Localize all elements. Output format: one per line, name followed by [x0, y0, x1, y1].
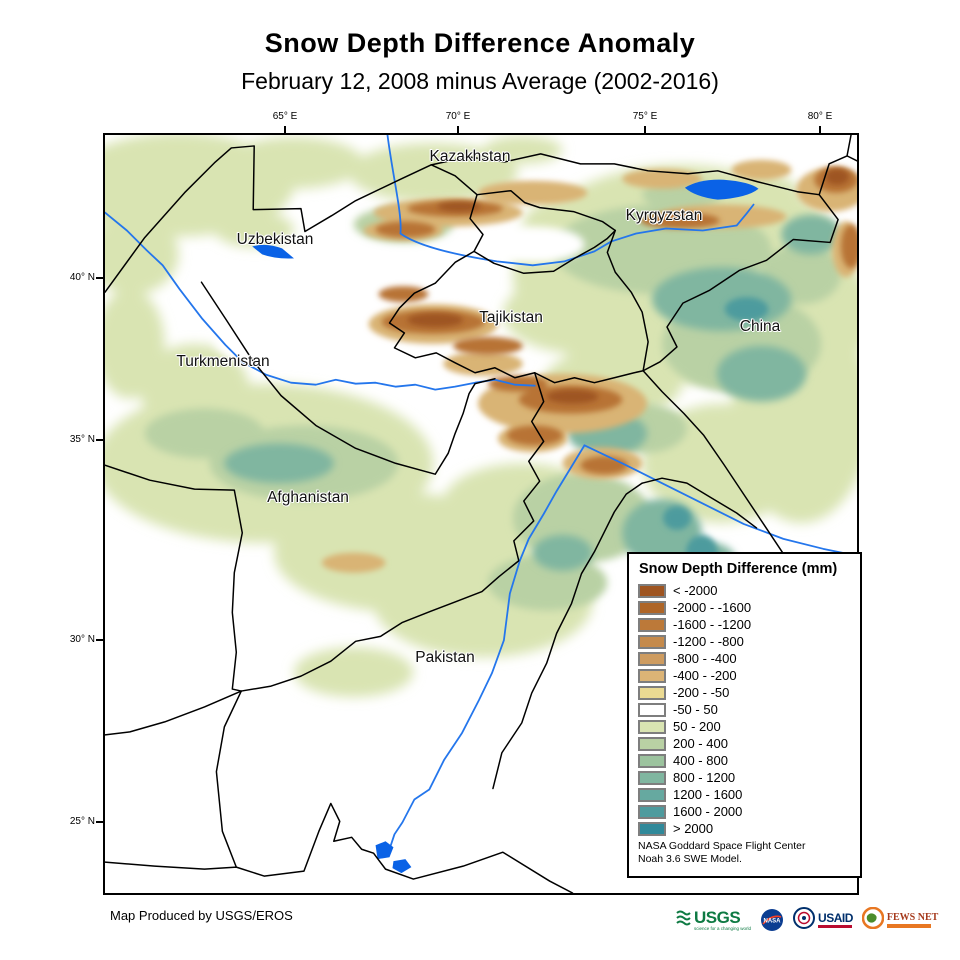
legend-row-11 — [638, 769, 860, 786]
usgs-logo-text: USGS — [694, 907, 741, 927]
longitude-tick-label-3: 80° E — [807, 111, 833, 122]
legend-swatch-12 — [638, 788, 666, 802]
legend-label-5: -400 - -200 — [673, 668, 737, 683]
country-label-uzbekistan: Uzbekistan — [236, 231, 314, 248]
latitude-tick-label-2: 30° N — [69, 634, 95, 645]
legend-swatch-0 — [638, 584, 666, 598]
legend-label-2: -1600 - -1200 — [673, 617, 752, 632]
legend-swatch-3 — [638, 635, 666, 649]
usaid-seal-icon — [793, 907, 815, 934]
country-label-turkmenistan: Turkmenistan — [176, 353, 270, 370]
country-label-afghanistan: Afghanistan — [267, 489, 349, 506]
legend-label-8: 50 - 200 — [673, 719, 721, 734]
legend-note-line-1: NASA Goddard Space Flight Center — [638, 840, 806, 852]
latitude-tick-2 — [96, 639, 103, 641]
legend-swatch-11 — [638, 771, 666, 785]
legend-row-12 — [638, 786, 860, 803]
longitude-tick-3 — [819, 126, 821, 133]
usaid-tagline-bar — [818, 925, 852, 928]
latitude-tick-3 — [96, 821, 103, 823]
usgs-logo — [676, 908, 751, 933]
logo-strip — [676, 904, 938, 936]
latitude-tick-label-1: 35° N — [69, 434, 95, 445]
legend-row-5 — [638, 667, 860, 684]
longitude-tick-0 — [284, 126, 286, 133]
legend-swatch-8 — [638, 720, 666, 734]
legend-label-13: 1600 - 2000 — [673, 804, 743, 819]
latitude-tick-label-0: 40° N — [69, 272, 95, 283]
legend-title: Snow Depth Difference (mm) — [639, 561, 838, 577]
legend-label-3: -1200 - -800 — [673, 634, 744, 649]
legend-row-8 — [638, 718, 860, 735]
longitude-tick-2 — [644, 126, 646, 133]
fewsnet-logo-text: FEWS NET — [886, 911, 939, 923]
usgs-logo-tagline: science for a changing world — [694, 925, 752, 931]
legend-label-0: < -2000 — [673, 583, 718, 598]
page-subtitle: February 12, 2008 minus Average (2002-2016) — [241, 68, 719, 94]
legend-row-14 — [638, 820, 860, 837]
legend-row-13 — [638, 803, 860, 820]
legend-label-11: 800 - 1200 — [673, 770, 736, 785]
latitude-tick-1 — [96, 439, 103, 441]
legend-swatch-1 — [638, 601, 666, 615]
legend-swatch-10 — [638, 754, 666, 768]
legend-swatch-7 — [638, 703, 666, 717]
longitude-tick-label-0: 65° E — [272, 111, 298, 122]
legend-swatch-5 — [638, 669, 666, 683]
latitude-tick-label-3: 25° N — [69, 816, 95, 827]
legend-swatch-4 — [638, 652, 666, 666]
legend-entries — [638, 582, 860, 837]
usaid-logo-text: USAID — [818, 911, 853, 925]
indus-delta-water-2 — [392, 859, 411, 873]
legend-note — [638, 840, 860, 866]
legend-swatch-2 — [638, 618, 666, 632]
latitude-tick-0 — [96, 277, 103, 279]
legend-label-12: 1200 - 1600 — [673, 787, 743, 802]
map-legend — [627, 552, 862, 878]
nasa-logo — [760, 908, 784, 932]
legend-swatch-14 — [638, 822, 666, 836]
page-title: Snow Depth Difference Anomaly — [264, 28, 696, 58]
longitude-tick-label-2: 75° E — [632, 111, 658, 122]
legend-row-1 — [638, 599, 860, 616]
fewsnet-logo — [862, 907, 938, 934]
legend-row-6 — [638, 684, 860, 701]
legend-label-7: -50 - 50 — [673, 702, 718, 717]
legend-swatch-13 — [638, 805, 666, 819]
country-label-kazakhstan: Kazakhstan — [429, 148, 511, 165]
country-label-tajikistan: Tajikistan — [479, 309, 543, 326]
longitude-tick-1 — [457, 126, 459, 133]
legend-swatch-6 — [638, 686, 666, 700]
legend-row-0 — [638, 582, 860, 599]
fewsnet-tagline-bar — [887, 924, 931, 928]
legend-row-2 — [638, 616, 860, 633]
legend-note-line-2: Noah 3.6 SWE Model. — [638, 853, 742, 865]
legend-label-10: 400 - 800 — [673, 753, 728, 768]
nasa-logo-text: NASA — [763, 918, 781, 925]
legend-label-1: -2000 - -1600 — [673, 600, 752, 615]
legend-row-10 — [638, 752, 860, 769]
usaid-logo — [793, 907, 853, 934]
legend-swatch-9 — [638, 737, 666, 751]
legend-label-4: -800 - -400 — [673, 651, 737, 666]
country-label-pakistan: Pakistan — [415, 649, 475, 666]
longitude-tick-label-1: 70° E — [445, 111, 471, 122]
legend-label-9: 200 - 400 — [673, 736, 728, 751]
country-label-kyrgyzstan: Kyrgyzstan — [625, 207, 703, 224]
country-label-china: China — [739, 318, 781, 335]
legend-row-3 — [638, 633, 860, 650]
fewsnet-globe-icon — [862, 907, 884, 934]
legend-row-4 — [638, 650, 860, 667]
legend-row-7 — [638, 701, 860, 718]
legend-row-9 — [638, 735, 860, 752]
legend-label-14: > 2000 — [673, 821, 714, 836]
usgs-waves-icon — [676, 908, 691, 933]
map-credit: Map Produced by USGS/EROS — [110, 908, 293, 923]
legend-label-6: -200 - -50 — [673, 685, 730, 700]
